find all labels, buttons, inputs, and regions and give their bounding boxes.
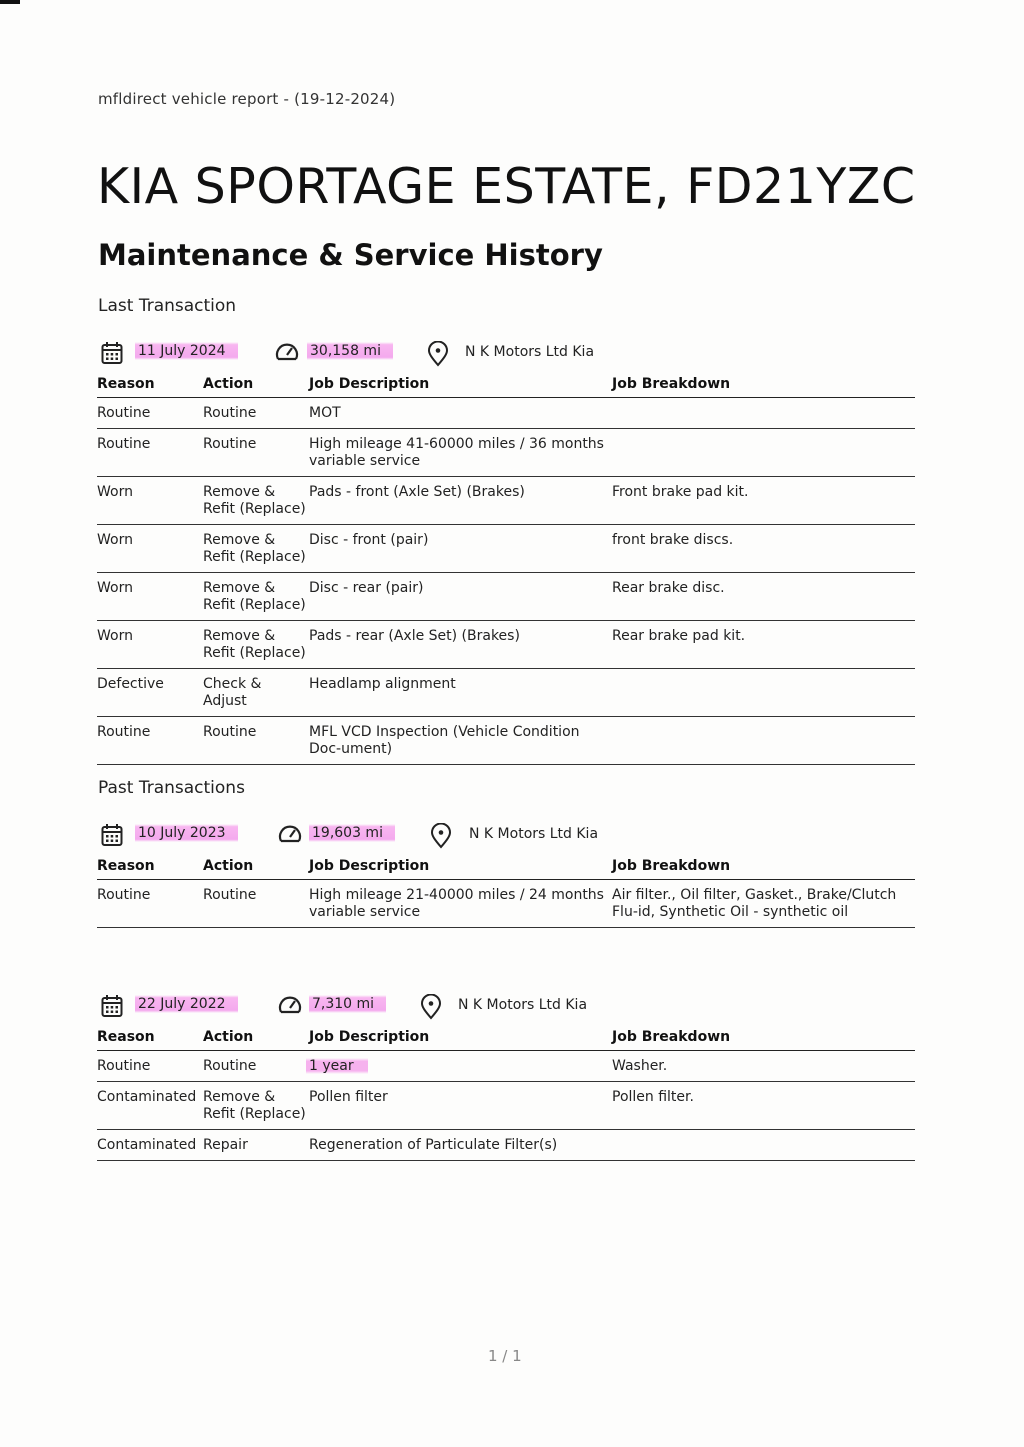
table-row — [97, 477, 915, 525]
cell-action: Remove & Refit (Replace) — [203, 1082, 309, 1130]
report-header: mfldirect vehicle report - (19-12-2024) — [98, 90, 396, 108]
cell-job-breakdown — [612, 669, 915, 717]
cell-reason: Worn — [97, 525, 203, 573]
transaction-date: 10 July 2023 — [135, 824, 238, 842]
table-row — [97, 880, 915, 928]
col-job-breakdown: Job Breakdown — [612, 370, 915, 398]
cell-job-description — [309, 1051, 612, 1082]
past-transactions-label: Past Transactions — [98, 778, 245, 798]
col-action: Action — [203, 370, 309, 398]
cell-reason: Routine — [97, 1051, 203, 1082]
cell-job-breakdown: Washer. — [612, 1051, 915, 1082]
cell-job-description: Regeneration of Particulate Filter(s) — [309, 1130, 612, 1161]
table-row — [97, 525, 915, 573]
table-row — [97, 1051, 915, 1082]
calendar-icon — [101, 994, 123, 1022]
cell-job-description: MOT — [309, 398, 612, 429]
table-row — [97, 1082, 915, 1130]
cell-job-breakdown — [612, 717, 915, 765]
transaction-date: 22 July 2022 — [135, 995, 238, 1013]
table-row — [97, 621, 915, 669]
col-job-description: Job Description — [309, 370, 612, 398]
table-row — [97, 573, 915, 621]
cell-action: Remove & Refit (Replace) — [203, 621, 309, 669]
cell-job-description: MFL VCD Inspection (Vehicle Condition Doc-ument) — [309, 717, 612, 765]
cell-job-breakdown — [612, 1130, 915, 1161]
cell-reason: Worn — [97, 477, 203, 525]
col-action: Action — [203, 1023, 309, 1051]
cell-job-breakdown: Air filter., Oil filter, Gasket., Brake/Clutch Flu-id, Synthetic Oil - synthetic oil — [612, 880, 915, 928]
col-reason: Reason — [97, 370, 203, 398]
transaction-location: N K Motors Ltd Kia — [458, 997, 588, 1013]
cell-action: Remove & Refit (Replace) — [203, 573, 309, 621]
transaction-meta — [97, 820, 915, 852]
col-job-breakdown: Job Breakdown — [612, 1023, 915, 1051]
transaction-block — [97, 991, 915, 1161]
cell-action: Routine — [203, 429, 309, 477]
speedometer-icon — [274, 341, 300, 367]
scan-corner-mark — [0, 0, 20, 4]
col-job-breakdown: Job Breakdown — [612, 852, 915, 880]
transaction-mileage: 30,158 mi — [307, 342, 393, 360]
cell-job-description: Pollen filter — [309, 1082, 612, 1130]
cell-action: Repair — [203, 1130, 309, 1161]
location-pin-icon — [430, 823, 452, 853]
cell-job-breakdown: Pollen filter. — [612, 1082, 915, 1130]
cell-job-breakdown: Rear brake disc. — [612, 573, 915, 621]
transaction-block — [97, 338, 915, 765]
cell-job-breakdown: Rear brake pad kit. — [612, 621, 915, 669]
transaction-meta — [97, 991, 915, 1023]
col-reason: Reason — [97, 1023, 203, 1051]
service-table — [97, 852, 915, 928]
col-job-description: Job Description — [309, 852, 612, 880]
transaction-location: N K Motors Ltd Kia — [465, 344, 595, 360]
cell-job-description: Headlamp alignment — [309, 669, 612, 717]
table-row — [97, 429, 915, 477]
transaction-block — [97, 820, 915, 928]
cell-reason: Routine — [97, 429, 203, 477]
col-action: Action — [203, 852, 309, 880]
table-row — [97, 1130, 915, 1161]
cell-action: Check & Adjust — [203, 669, 309, 717]
cell-reason: Contaminated — [97, 1130, 203, 1161]
cell-job-description: Disc - front (pair) — [309, 525, 612, 573]
service-table — [97, 370, 915, 765]
calendar-icon — [101, 341, 123, 369]
section-title: Maintenance & Service History — [98, 238, 603, 272]
cell-job-breakdown — [612, 398, 915, 429]
cell-reason: Worn — [97, 621, 203, 669]
table-row — [97, 398, 915, 429]
cell-reason: Routine — [97, 398, 203, 429]
transaction-mileage: 7,310 mi — [309, 995, 386, 1013]
cell-reason: Routine — [97, 717, 203, 765]
cell-action: Routine — [203, 398, 309, 429]
last-transaction-label: Last Transaction — [98, 296, 237, 316]
cell-job-description: High mileage 21-40000 miles / 24 months variable service — [309, 880, 612, 928]
cell-reason: Defective — [97, 669, 203, 717]
cell-action: Remove & Refit (Replace) — [203, 525, 309, 573]
cell-job-breakdown: Front brake pad kit. — [612, 477, 915, 525]
page-number: 1 / 1 — [488, 1347, 522, 1365]
calendar-icon — [101, 823, 123, 851]
vehicle-title: KIA SPORTAGE ESTATE, FD21YZC — [97, 158, 916, 215]
col-reason: Reason — [97, 852, 203, 880]
transaction-mileage: 19,603 mi — [309, 824, 395, 842]
cell-job-description: Pads - rear (Axle Set) (Brakes) — [309, 621, 612, 669]
transaction-location: N K Motors Ltd Kia — [469, 826, 599, 842]
speedometer-icon — [277, 823, 303, 849]
service-table — [97, 1023, 915, 1161]
table-row — [97, 717, 915, 765]
cell-reason: Contaminated — [97, 1082, 203, 1130]
table-row — [97, 669, 915, 717]
cell-job-description: Disc - rear (pair) — [309, 573, 612, 621]
transaction-meta — [97, 338, 915, 370]
transaction-date: 11 July 2024 — [135, 342, 238, 360]
cell-action: Routine — [203, 880, 309, 928]
cell-reason: Worn — [97, 573, 203, 621]
cell-job-breakdown — [612, 429, 915, 477]
location-pin-icon — [420, 994, 442, 1024]
cell-job-breakdown: front brake discs. — [612, 525, 915, 573]
cell-action: Routine — [203, 1051, 309, 1082]
speedometer-icon — [277, 994, 303, 1020]
cell-reason: Routine — [97, 880, 203, 928]
col-job-description: Job Description — [309, 1023, 612, 1051]
cell-action: Routine — [203, 717, 309, 765]
cell-action: Remove & Refit (Replace) — [203, 477, 309, 525]
cell-job-description: Pads - front (Axle Set) (Brakes) — [309, 477, 612, 525]
location-pin-icon — [427, 341, 449, 371]
highlighted-text: 1 year — [306, 1058, 368, 1074]
cell-job-description: High mileage 41-60000 miles / 36 months variable service — [309, 429, 612, 477]
